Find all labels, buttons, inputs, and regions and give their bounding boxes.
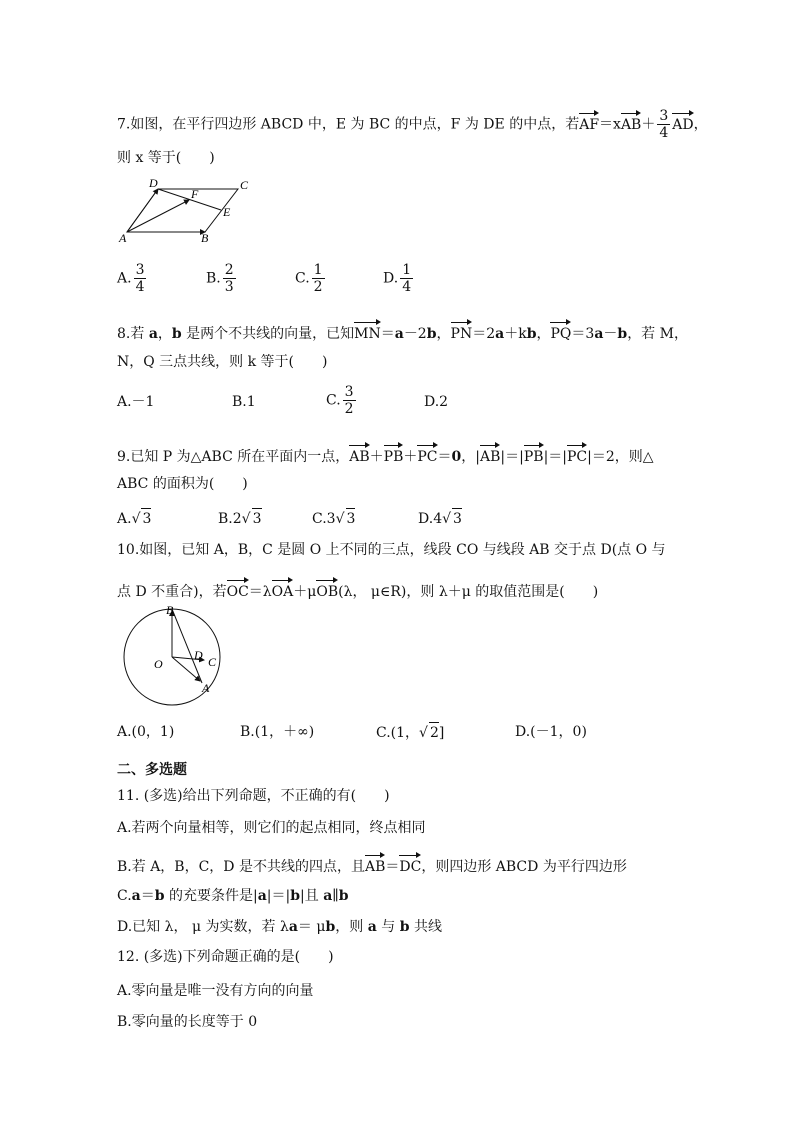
vector-ad: AD <box>672 111 693 135</box>
q10-stem-line2: 点 D 不重合)，若OC＝λOA＋μOB(λ， μ∈R)，则 λ＋μ 的取值范围是( ) <box>117 578 598 602</box>
q11-stem: 11. (多选)给出下列命题，不正确的有( ) <box>117 788 390 804</box>
label-a: A <box>202 681 210 695</box>
q11-option-a[interactable]: A.若两个向量相等，则它们的起点相同，终点相同 <box>117 820 426 836</box>
q7-option-c[interactable]: C. $\frac{1}{2}$ <box>295 262 323 295</box>
q10-option-c[interactable]: C.(1，√ 2] <box>376 722 444 743</box>
q12-stem: 12. (多选)下列命题正确的是( ) <box>117 949 334 965</box>
label-e: E <box>223 205 231 219</box>
fraction-3-4: $\frac{3}{4}$ <box>659 108 669 141</box>
q7-option-a[interactable]: A. $\frac{3}{4}$ <box>117 262 145 295</box>
q9-option-a[interactable]: A.√ 3 <box>117 508 151 529</box>
q9-option-d[interactable]: D.4√ 3 <box>418 508 462 529</box>
q10-option-d[interactable]: D.(－1，0) <box>515 724 587 740</box>
q7-option-d[interactable]: D. $\frac{1}{4}$ <box>383 262 412 295</box>
q8-option-a[interactable]: A.－1 <box>117 394 155 410</box>
label-c: C <box>240 178 249 192</box>
q7-option-b[interactable]: B. $\frac{2}{3}$ <box>206 262 234 295</box>
vector-pn: PN <box>451 320 473 344</box>
q10-option-a[interactable]: A.(0，1) <box>117 724 175 740</box>
label-f: F <box>191 187 199 201</box>
q8-option-c[interactable]: C. $\frac{3}{2}$ <box>326 384 354 417</box>
label-a: A <box>119 231 127 245</box>
q7-stem-line1: 7.如图，在平行四边形 ABCD 中，E 为 BC 的中点，F 为 DE 的中点，若AF＝xAB＋ $\frac{3}{4}$ AD， <box>117 108 708 141</box>
q9-option-c[interactable]: C.3√ 3 <box>312 508 355 529</box>
q10-stem-line1: 10.如图，已知 A，B，C 是圆 O 上不同的三点，线段 CO 与线段 AB 交于点 D(点 O 与 <box>117 542 666 558</box>
section-heading-multiple-choice: 二、多选题 <box>117 762 187 778</box>
q8-stem-line2: N，Q 三点共线，则 k 等于( ) <box>117 354 328 370</box>
q11-option-d[interactable]: D.已知 λ， μ 为实数，若 λa＝ μb，则 a 与 b 共线 <box>117 919 442 935</box>
q9-option-b[interactable]: B.2√ 3 <box>218 508 262 529</box>
vector-pq: PQ <box>550 320 571 344</box>
q9-stem-line1: 9.已知 P 为△ABC 所在平面内一点，AB＋PB＋PC＝0，|AB|＝|PB|＝|PC|＝2，则△ <box>117 443 654 467</box>
label-b: B <box>201 231 209 245</box>
label-o: O <box>154 657 163 671</box>
q11-option-b[interactable]: B.若 A，B，C，D 是不共线的四点，且AB＝DC，则四边形 ABCD 为平行四边形 <box>117 853 627 877</box>
q8-option-b[interactable]: B.1 <box>232 394 256 410</box>
q12-option-b[interactable]: B.零向量的长度等于 0 <box>117 1014 258 1030</box>
q11-option-c[interactable]: C.a＝b 的充要条件是|a|＝|b|且 a∥b <box>117 888 349 904</box>
q12-option-a[interactable]: A.零向量是唯一没有方向的向量 <box>117 983 314 999</box>
label-d: D <box>149 176 158 190</box>
vector-mn: MN <box>354 320 381 344</box>
q8-stem-line1: 8.若 a，b 是两个不共线的向量，已知MN＝a－2b，PN＝2a＋kb，PQ＝3a－b，若 M， <box>117 320 688 344</box>
q10-option-b[interactable]: B.(1，＋∞) <box>240 724 315 740</box>
label-b: B <box>166 606 174 617</box>
vector-ab: AB <box>621 111 641 135</box>
label-c: C <box>208 655 217 669</box>
label-d: D <box>194 648 203 662</box>
q8-option-d[interactable]: D.2 <box>424 394 449 410</box>
q7-stem-line2: 则 x 等于( ) <box>117 150 215 166</box>
q9-stem-line2: ABC 的面积为( ) <box>117 476 248 492</box>
q7-parallelogram-figure <box>115 176 255 248</box>
vector-af: AF <box>579 111 599 135</box>
q10-circle-figure <box>118 606 228 708</box>
